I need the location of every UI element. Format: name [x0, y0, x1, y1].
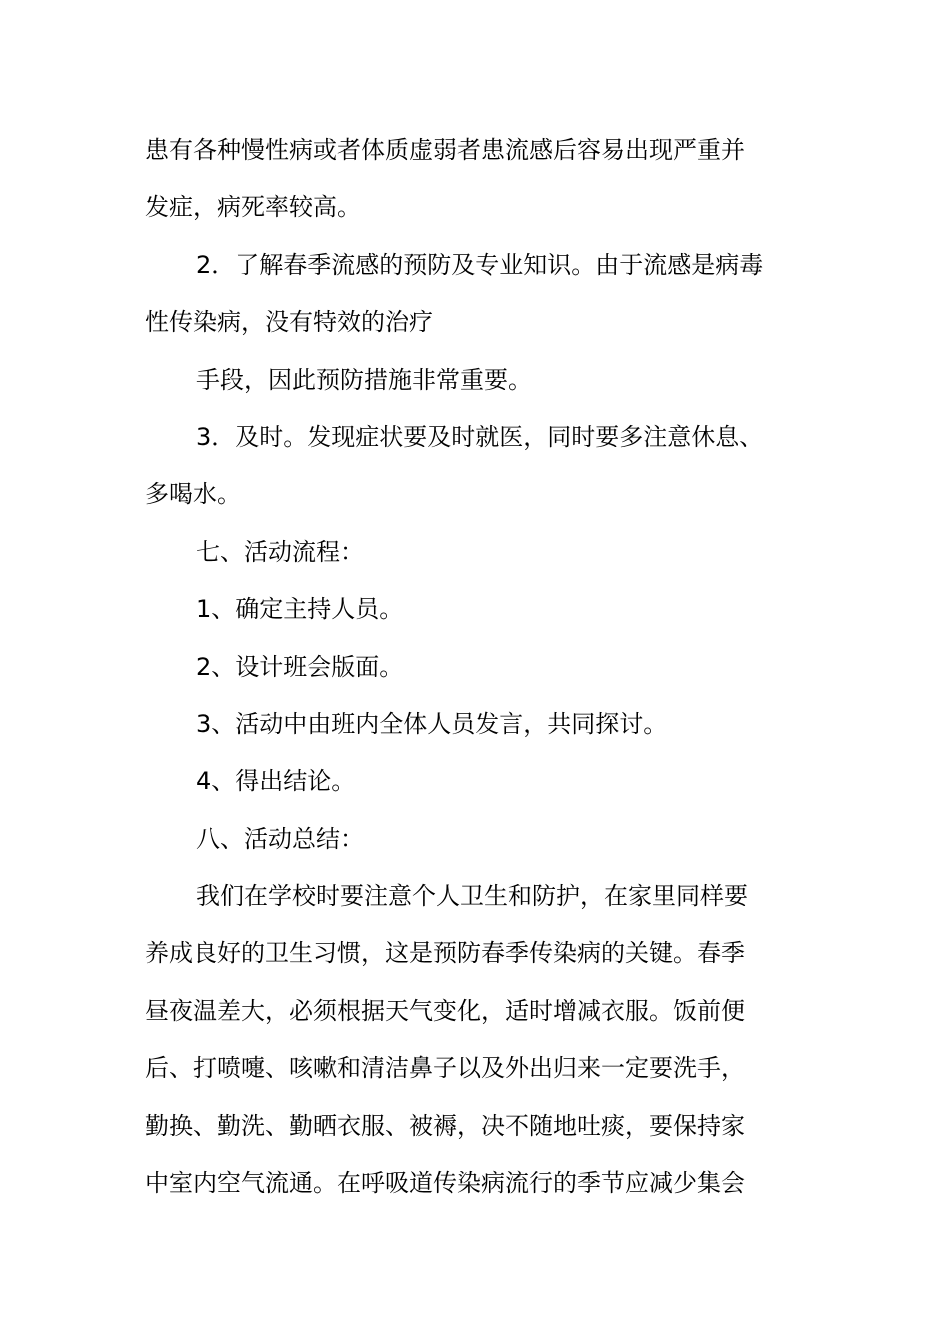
text-line: 性传染病，没有特效的治疗 [145, 308, 433, 337]
document-page [145, 122, 807, 1212]
list-item: 4、得出结论。 [196, 767, 356, 796]
text-line: 勤换、勤洗、勤晒衣服、被褥，决不随地吐痰，要保持家 [145, 1111, 745, 1140]
text-line: 3．及时。发现症状要及时就医，同时要多注意休息、 [196, 422, 764, 451]
list-item: 3、活动中由班内全体人员发言，共同探讨。 [196, 709, 668, 738]
text-line: 我们在学校时要注意个人卫生和防护，在家里同样要 [196, 882, 748, 911]
text-line: 手段，因此预防措施非常重要。 [196, 365, 532, 394]
text-line: 患有各种慢性病或者体质虚弱者患流感后容易出现严重并 [145, 136, 745, 164]
section-heading: 八、活动总结： [196, 824, 364, 853]
text-line: 中室内空气流通。在呼吸道传染病流行的季节应减少集会 [145, 1169, 745, 1198]
text-line: 2．了解春季流感的预防及专业知识。由于流感是病毒 [196, 250, 764, 279]
text-line: 后、打喷嚏、咳嗽和清洁鼻子以及外出归来一定要洗手， [145, 1054, 745, 1083]
text-line: 养成良好的卫生习惯，这是预防春季传染病的关键。春季 [145, 939, 745, 968]
section-heading: 七、活动流程： [196, 537, 364, 566]
list-item: 2、设计班会版面。 [196, 652, 404, 681]
text-line: 昼夜温差大，必须根据天气变化，适时增减衣服。饭前便 [145, 996, 745, 1025]
text-line: 多喝水。 [145, 480, 241, 509]
text-line: 发症，病死率较高。 [145, 193, 361, 222]
list-item: 1、确定主持人员。 [196, 595, 404, 624]
